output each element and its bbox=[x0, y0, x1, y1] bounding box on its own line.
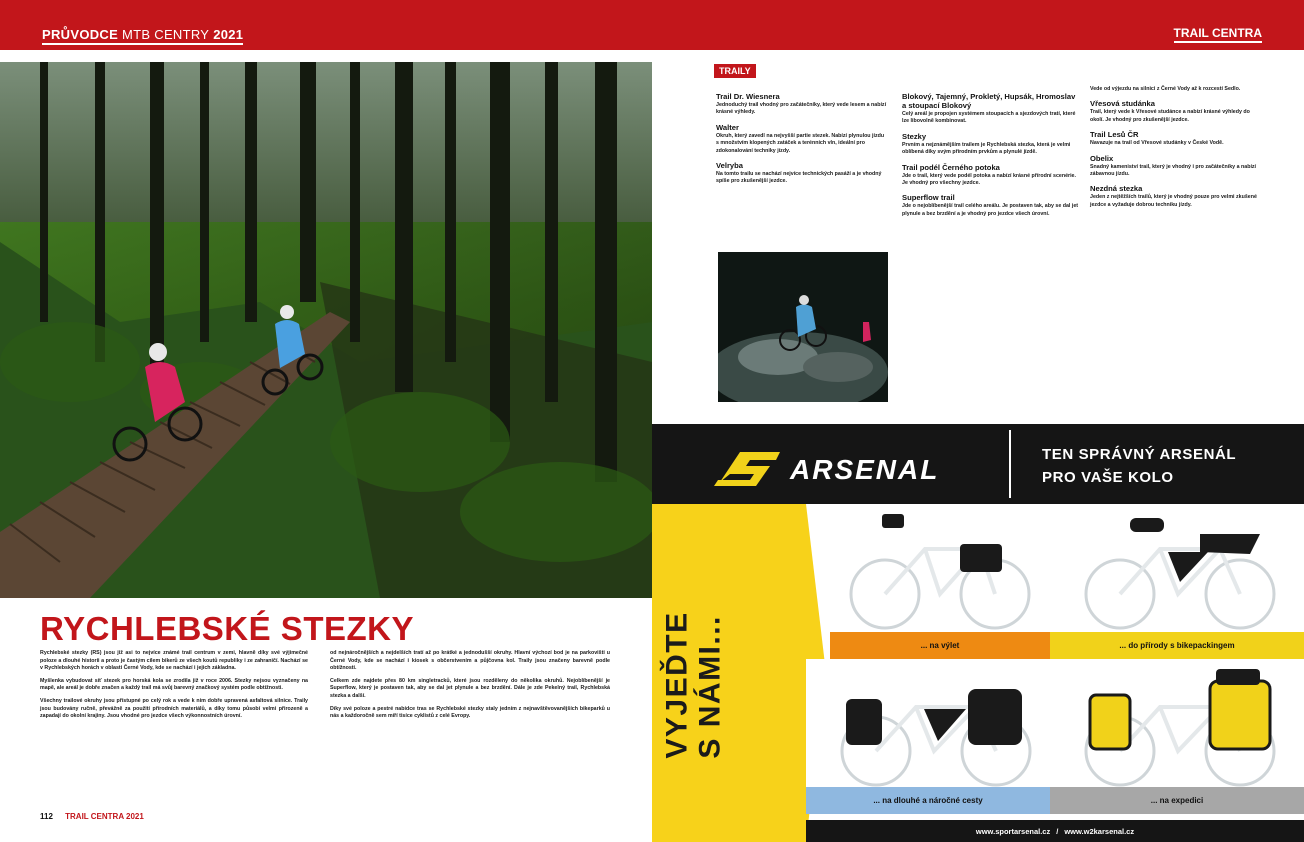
url-separator: / bbox=[1056, 826, 1059, 836]
trail-heading: Walter bbox=[716, 122, 739, 132]
article-title: RYCHLEBSKÉ STEZKY bbox=[40, 610, 414, 647]
trail-text: Vede od výjezdu na silnici z Černé Vody až k rozcestí Sedlo. bbox=[1090, 86, 1241, 92]
page-folio bbox=[40, 812, 144, 821]
traily-column-1 bbox=[716, 86, 888, 189]
bike-panel-3 bbox=[806, 659, 1050, 787]
band-expedice: ... na expedici bbox=[1050, 787, 1304, 814]
trail-heading: Stezky bbox=[902, 131, 927, 141]
trail-text: Jeden z nejtěžších trailů, který je vhodný pouze pro velmi zkušené jezdce a vyžaduje dobrou techniku jízdy. bbox=[1090, 194, 1257, 208]
trail-text: Jde o nejoblíbenější trail celého areálu. Je postaven tak, aby se dal jet plynule a bez brzdění a je vhodný pro jezdce všech úrovní. bbox=[902, 203, 1079, 217]
ad-vertical-slogan: VYJEĎTE S NÁMI... bbox=[660, 611, 727, 759]
page-header bbox=[0, 0, 1304, 50]
article-column-1 bbox=[40, 650, 308, 726]
page-number: 112 bbox=[40, 812, 53, 821]
band-bikepacking: ... do přírody s bikepackingem bbox=[1050, 632, 1304, 659]
ad-yellow-banner bbox=[652, 504, 806, 842]
trail-text: Prvním a nejznámějším trailem je Rychlebská stezka, která je velmi oblíbená díky svým přírodním prvkům a plynulé jízdě. bbox=[902, 141, 1071, 156]
band-na-vylet: ... na výlet bbox=[830, 632, 1050, 659]
header-left-bold: PRŮVODCE bbox=[42, 27, 119, 42]
traily-tag: TRAILY bbox=[714, 64, 756, 78]
forest-bike-photo bbox=[0, 62, 652, 598]
traily-column-3 bbox=[1090, 86, 1262, 212]
seat-pack-icon bbox=[1200, 534, 1260, 554]
paragraph: Díky své poloze a pestré nabídce tras se Rychlebské stezky staly jedním z nejnavštěvovanějších bikeparků u nás a každoročně sem míří tisíce cyklistů z celé Evropy. bbox=[330, 705, 610, 720]
logo-wordmark: ARSENAL bbox=[790, 454, 940, 485]
article-column-2 bbox=[330, 650, 610, 726]
trail-heading: Obelix bbox=[1090, 153, 1114, 163]
trail-text: Navazuje na trail od Vřesové studánky v České Vodě. bbox=[1090, 140, 1224, 147]
paragraph: Rychlebské stezky (RS) jsou již asi to nejvíce známé trail centrum v zemi, hlavně díky své výjimečné poloze a dlouhé historii a proto je častým cílem bikerů ze všech koutů republiky i ze zahraničí. Nachází se v Rychlebských horách v oblasti Černé Vody, kde se nachází i jejich základna. bbox=[40, 650, 308, 672]
section-title-left bbox=[42, 27, 243, 45]
paragraph: Myšlenka vybudovat síť stezek pro horská kola se zrodila již v roce 2006. Stezky nejsou vyznačeny na mapě, ale areál je dobře značen a každý trail má svůj barevný značkový systém podle obtížnosti. bbox=[40, 677, 308, 692]
bike-panel-4 bbox=[1050, 659, 1304, 787]
ad-tagline-line2: PRO VAŠE KOLO bbox=[1042, 469, 1174, 486]
ad-header bbox=[652, 424, 1304, 504]
trail-heading: Vřesová studánka bbox=[1090, 99, 1155, 109]
bike-panel-2 bbox=[1050, 504, 1304, 632]
yellow-pannier-front-icon bbox=[1090, 695, 1130, 749]
ad-tagline bbox=[1042, 443, 1236, 489]
trail-heading: Velryba bbox=[716, 161, 744, 171]
trail-text: Na tomto trailu se nachází nejvíce technických pasáží a je vhodný spíše pro zkušenější jezdce. bbox=[716, 171, 882, 185]
trail-text: Celý areál je propojen systémem stoupacích a sjezdových tratí, které lze libovolně kombinovat. bbox=[902, 111, 1076, 125]
url-sportarsenal[interactable]: www.sportarsenal.cz bbox=[975, 826, 1051, 836]
bike-panel-1 bbox=[830, 504, 1050, 632]
night-ride-photo bbox=[718, 252, 888, 402]
trail-heading: Superflow trail bbox=[902, 193, 955, 203]
traily-column-2 bbox=[902, 86, 1080, 221]
yellow-pannier-rear-icon bbox=[1210, 681, 1270, 749]
trail-heading: Blokový, Tajemný, Prokletý, Hupsák, Hromoslav a stoupací Blokový bbox=[902, 92, 1076, 110]
trail-text: Jde o trail, který vede podél potoka a nabízí krásné přírodní scenérie. Je vhodný pro všechny jezdce. bbox=[902, 172, 1076, 187]
arsenal-logo bbox=[710, 446, 980, 488]
rear-pannier-icon bbox=[968, 689, 1022, 745]
ad-tagline-line1: TEN SPRÁVNÝ ARSENÁL bbox=[1042, 446, 1237, 463]
paragraph: Všechny trailové okruhy jsou přístupné po celý rok a vede k nim dobře upravená asfaltová silnice. Traily jsou budovány ručně, převážně za použití přírodních materiálů, a díky tomu působí velmi přirozeně a zapadají do okolní krajiny. Jsou vhodné pro jezdce všech výkonnostních úrovní. bbox=[40, 697, 308, 720]
ad-divider bbox=[1009, 430, 1011, 498]
header-left-year: 2021 bbox=[213, 27, 244, 42]
trail-heading: Trail Lesů ČR bbox=[1090, 130, 1139, 140]
trail-heading: Nezdná stezka bbox=[1090, 184, 1143, 194]
publication-name: TRAIL CENTRA 2021 bbox=[65, 812, 144, 821]
saddle-bag-icon bbox=[960, 544, 1002, 572]
handlebar-bag-icon bbox=[882, 514, 904, 528]
trail-text: Okruh, který zavedl na nejvyšší partie stezek. Nabízí plynulou jízdu s množstvím klopených zatáček a terénních vln, ideální pro zdokonalování techniky jízdy. bbox=[716, 132, 885, 154]
url-w2karsenal[interactable]: www.w2karsenal.cz bbox=[1064, 826, 1135, 836]
header-left-thin: MTB CENTRY bbox=[122, 27, 210, 42]
trail-text: Jednoduchý trail vhodný pro začátečníky, který vede lesem a nabízí krásné výhledy. bbox=[716, 102, 887, 116]
ad-footer bbox=[806, 820, 1304, 842]
trail-heading: Trail podél Černého potoka bbox=[902, 162, 1000, 172]
paragraph: od nejnáročnějších a nejdelších tratí až po krátké a jednodušší okruhy. Hlavní výchozí bod je na parkovišti u Černé Vody, kde se nachází i kiosek s občerstvením a půjčovna kol. Traily jsou značeny barevně podle obtížnosti. bbox=[330, 650, 610, 672]
front-pannier-icon bbox=[846, 699, 882, 745]
trail-heading: Trail Dr. Wiesnera bbox=[716, 92, 780, 101]
paragraph: Celkem zde najdete přes 80 km singletracků, které jsou rozděleny do několika okruhů. Nejoblíbenější je Superflow, který je postaven tak, aby se dal jet plynule a bez brzdění. Dále je zde Pekelný trail, Rychlebská stezka a další. bbox=[330, 677, 610, 699]
section-title-right: TRAIL CENTRA bbox=[1174, 26, 1262, 43]
trail-text: Trail, který vede k Vřesové studánce a nabízí krásné výhledy do okolí. Je vhodný pro zkušenější jezdce. bbox=[1090, 109, 1250, 123]
band-dlouhe-cesty: ... na dlouhé a náročné cesty bbox=[806, 787, 1050, 814]
trail-text: Snadný kameniství trail, který je vhodný i pro začátečníky a nabízí zábavnou jízdu. bbox=[1090, 163, 1257, 178]
